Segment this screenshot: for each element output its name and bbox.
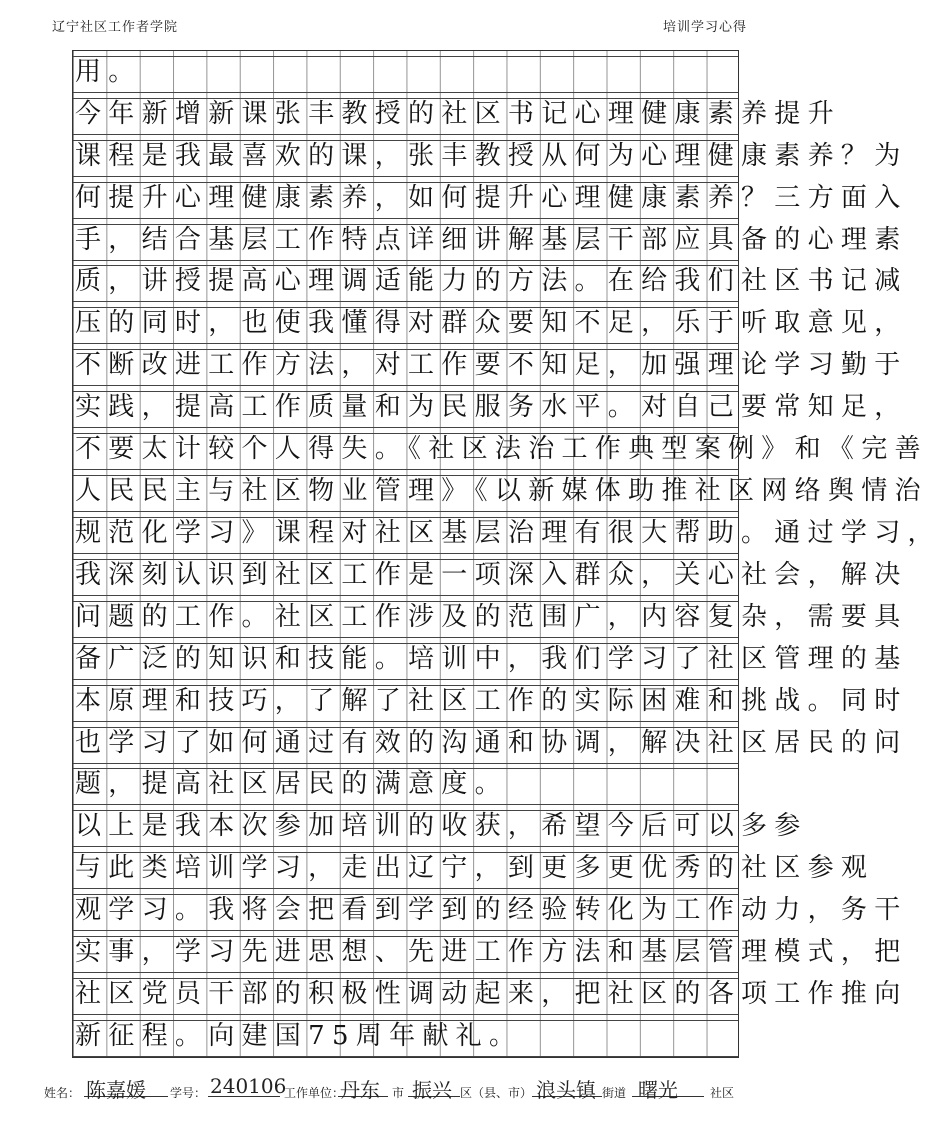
document-title: 培训学习心得 (662, 20, 747, 35)
handwritten-line: 以上是我本次参加培训的收获，希望今后可以多参 (75, 811, 808, 842)
grid-row (73, 219, 908, 261)
grid-row (73, 51, 738, 93)
district-value: 振兴 (412, 1078, 452, 1102)
college-name: 辽宁社区工作者学院 (52, 20, 179, 35)
grid-row (73, 554, 908, 596)
handwritten-line: 手，结合基层工作特点详细讲解基层干部应具备的心理素 (75, 224, 908, 255)
street-value: 浪头镇 (536, 1078, 596, 1102)
signature-footer (0, 1070, 799, 1110)
grid-row (73, 386, 908, 428)
grid-row (73, 470, 928, 512)
grid-row (73, 638, 908, 680)
handwritten-line: 题，提高社区居民的满意度。 (75, 769, 508, 800)
handwritten-line: 压的同时，也使我懂得对群众要知不足，乐于听取意见， (75, 308, 908, 339)
grid-row (73, 722, 908, 764)
grid-row (73, 680, 908, 722)
handwritten-line: 用。 (75, 56, 142, 87)
handwritten-line: 与此类培训学习，走出辽宁，到更多更优秀的社区参观 (75, 853, 875, 884)
grid-row (73, 847, 875, 889)
handwritten-line: 实事，学习先进思想、先进工作方法和基层管理模式，把 (75, 937, 908, 968)
handwritten-line: 实践，提高工作质量和为民服务水平。对自己要常知足， (75, 392, 908, 423)
community-value: 曙光 (638, 1078, 678, 1102)
grid-row (73, 889, 908, 931)
writing-grid (72, 50, 941, 1058)
student-id-label: 学号： (170, 1086, 207, 1100)
grid-row (73, 93, 841, 135)
grid-row (73, 344, 908, 386)
city-label: 市 (392, 1086, 405, 1100)
handwritten-line: 观学习。我将会把看到学到的经验转化为工作动力，务干 (75, 895, 908, 926)
grid-row (73, 261, 908, 303)
grid-row (73, 512, 941, 554)
name-value: 陈嘉媛 (86, 1078, 146, 1102)
handwritten-line: 不断改进工作方法，对工作要不知足，加强理论学习勤于 (75, 350, 908, 381)
name-label: 姓名： (44, 1086, 81, 1100)
handwritten-line: 社区党员干部的积极性调动起来，把社区的各项工作推向 (75, 979, 908, 1010)
grid-row (73, 135, 908, 177)
handwritten-line: 何提升心理健康素养，如何提升心理健康素养？三方面入 (75, 182, 908, 213)
handwritten-line: 质，讲授提高心理调适能力的方法。在给我们社区书记减 (75, 266, 908, 297)
handwritten-line: 规范化学习》课程对社区基层治理有很大帮助。通过学习， (75, 517, 941, 548)
street-label: 街道 (602, 1086, 627, 1100)
handwritten-line: 今年新增新课张丰教授的社区书记心理健康素养提升 (75, 98, 841, 129)
page-header (0, 0, 799, 38)
grid-row (73, 931, 908, 973)
grid-row (73, 973, 908, 1015)
grid-row (73, 428, 928, 470)
handwritten-line: 问题的工作。社区工作涉及的范围广，内容复杂，需要具 (75, 601, 908, 632)
grid-row (73, 764, 738, 806)
handwritten-line: 不要太计较个人得失。《社区法治工作典型案例》和《完善 (75, 434, 928, 465)
district-label: 区（县、市） (460, 1086, 533, 1100)
grid-row (73, 596, 908, 638)
work-unit-label: 工作单位： (284, 1086, 345, 1100)
handwritten-line: 也学习了如何通过有效的沟通和协调，解决社区居民的问 (75, 727, 908, 758)
grid-row (73, 303, 908, 345)
student-id-value: 240106 (210, 1074, 287, 1098)
city-value: 丹东 (340, 1078, 380, 1102)
handwritten-line: 本原理和技巧，了解了社区工作的实际困难和挑战。同时 (75, 685, 908, 716)
grid-row (73, 1015, 738, 1057)
handwritten-line: 我深刻认识到社区工作是一项深入群众，关心社会，解决 (75, 559, 908, 590)
handwritten-line: 人民民主与社区物业管理》《以新媒体助推社区网络舆情治 (75, 476, 928, 507)
community-label: 社区 (710, 1086, 735, 1100)
handwritten-line: 课程是我最喜欢的课，张丰教授从何为心理健康素养？为 (75, 140, 908, 171)
grid-row (73, 806, 808, 848)
grid-row (73, 177, 908, 219)
handwritten-line: 备广泛的知识和技能。培训中，我们学习了社区管理的基 (75, 643, 908, 674)
handwritten-line: 新征程。向建国75周年献礼。 (75, 1020, 523, 1051)
